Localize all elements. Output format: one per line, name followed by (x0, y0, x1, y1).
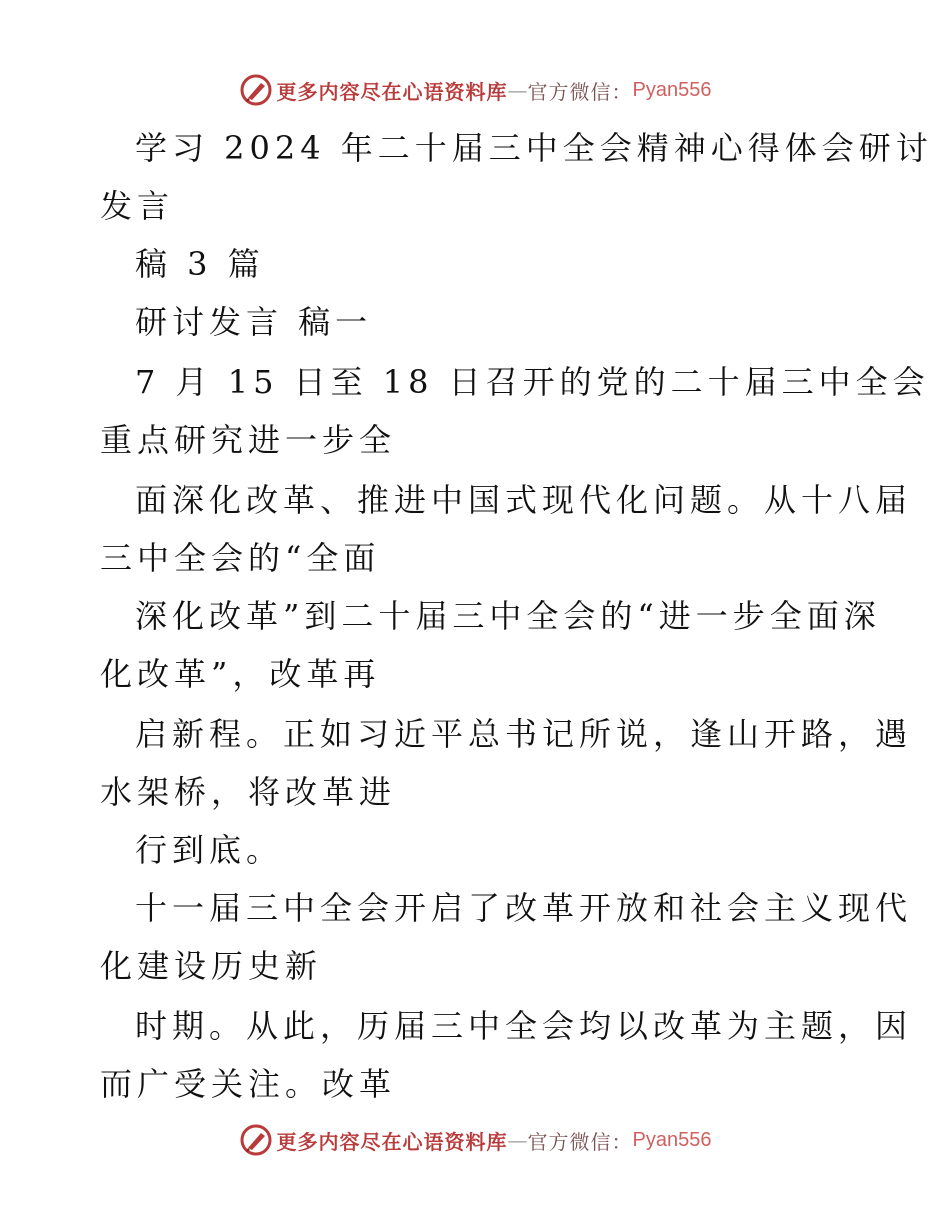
doc-title-line-2: 发言 (100, 187, 175, 225)
paragraph-line: 启新程。正如习近平总书记所说，逢山开路，遇 (135, 715, 913, 753)
paragraph-line: 十一届三中全会开启了改革开放和社会主义现代 (135, 889, 913, 927)
banner-wechat-id: Pyan556 (632, 78, 712, 101)
doc-title-line-3: 稿 3 篇 (135, 245, 265, 283)
doc-title-line-1: 学习 2024 年二十届三中全会精神心得体会研讨 (135, 129, 933, 167)
paragraph-line: 7 月 15 日至 18 日召开的党的二十届三中全会 (135, 363, 930, 401)
paragraph-line: 化建设历史新 (100, 947, 323, 985)
paragraph-line: 而广受关注。改革 (100, 1065, 397, 1103)
section-heading: 研讨发言 稿一 (135, 303, 373, 341)
banner-wechat-label: 官方微信： (527, 1129, 633, 1154)
paragraph-line: 行到底。 (135, 831, 284, 869)
pen-logo-icon (239, 1123, 273, 1157)
paragraph-line: 面深化改革、推进中国式现代化问题。从十八届 (135, 481, 913, 519)
banner-wechat-id: Pyan556 (632, 1128, 712, 1151)
footer-banner (0, 1120, 950, 1160)
paragraph-line: 重点研究进一步全 (100, 421, 397, 459)
banner-title: 更多内容尽在心语资料库 (276, 1129, 508, 1154)
paragraph-line: 时期。从此，历届三中全会均以改革为主题，因 (135, 1007, 913, 1045)
banner-dash: — (507, 78, 528, 102)
banner-title: 更多内容尽在心语资料库 (276, 79, 508, 104)
banner-dash: — (507, 1128, 528, 1152)
banner-wechat-label: 官方微信： (527, 79, 633, 104)
paragraph-line: 三中全会的“全面 (100, 539, 381, 577)
paragraph-line: 化改革”，改革再 (100, 655, 381, 693)
paragraph-line: 深化改革”到二十届三中全会的“进一步全面深 (135, 597, 881, 635)
paragraph-line: 水架桥，将改革进 (100, 773, 397, 811)
header-banner (0, 70, 950, 110)
pen-logo-icon (239, 73, 273, 107)
